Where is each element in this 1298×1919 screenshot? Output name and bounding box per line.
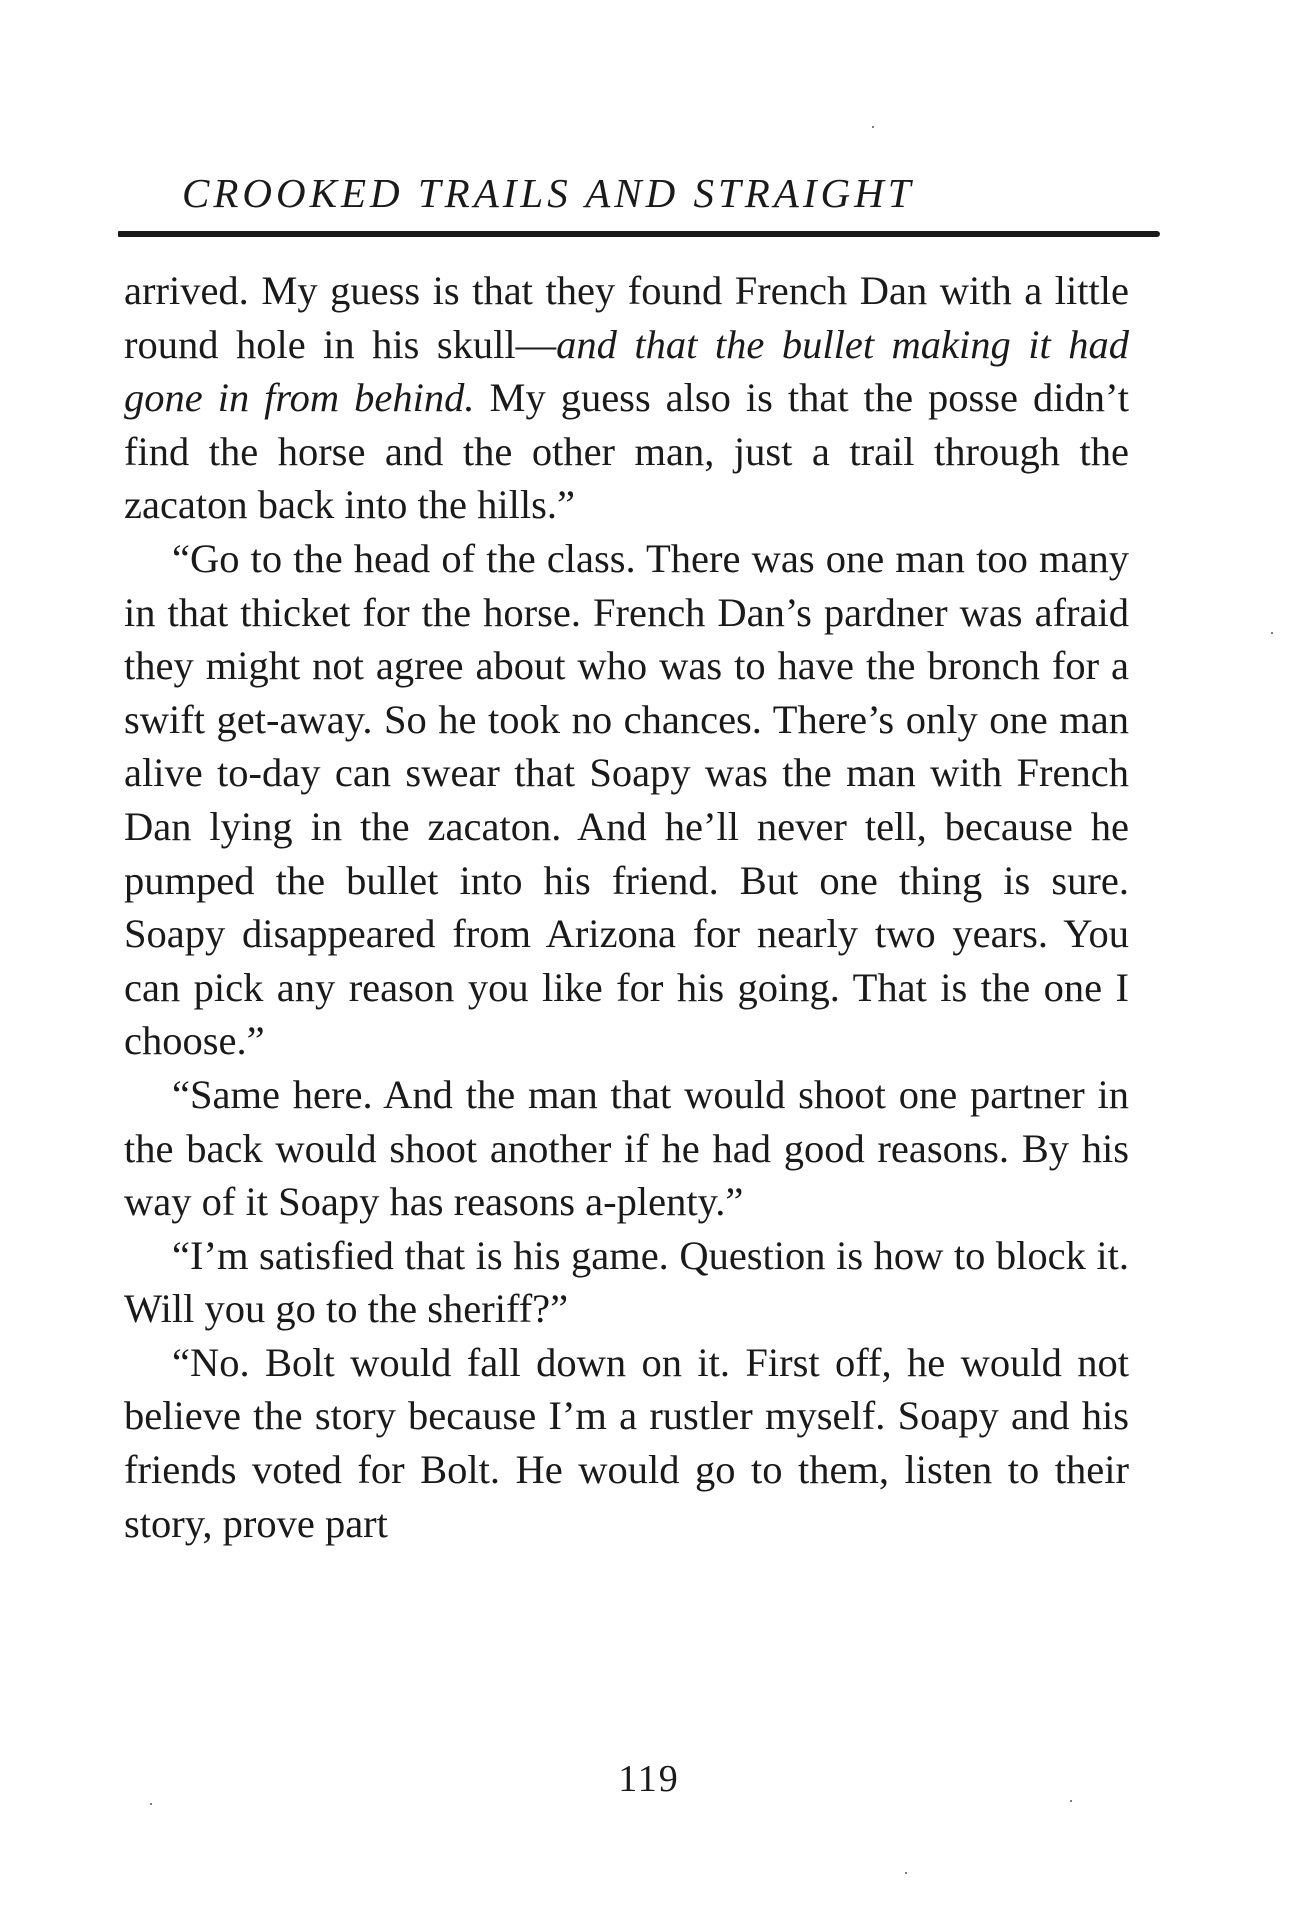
page-number: 119 <box>618 1758 680 1800</box>
paragraph-4: “I’m satisfied that is his game. Question is how to block it. Will you go to the sheriff?” <box>124 1232 1129 1332</box>
paragraph-1 <box>124 264 1129 532</box>
body-text <box>124 264 1129 1550</box>
paragraph-1-italic: and that the bullet making it had gone in from behind. <box>124 321 1129 421</box>
print-speck <box>1271 632 1273 634</box>
paragraph-1-text-end: My guess also is that the posse didn’t find the horse and the other man, just a trail through the zacaton back into the hills.” <box>124 375 1129 528</box>
print-speck <box>150 1803 152 1805</box>
print-speck <box>1070 1800 1072 1802</box>
running-head: CROOKED TRAILS AND STRAIGHT <box>182 170 915 216</box>
header-rule <box>118 231 1160 237</box>
print-speck <box>905 1872 907 1874</box>
print-speck <box>872 126 874 128</box>
paragraph-2: “Go to the head of the class. There was one man too many in that thicket for the horse. French Dan’s pardner was afraid they might not agree about who was to have the bronch for a swift get-away. So he took no chances. There’s only one man alive to-day can swear that Soapy was the man with French Dan lying in the zacaton. And he’ll never tell, because he pumped the bullet into his friend. But one thing is sure. Soapy disappeared from Arizona for nearly two years. You can pick any reason you like for his going. That is the one I choose.” <box>124 535 1129 1064</box>
paragraph-5: “No. Bolt would fall down on it. First off, he would not believe the story because I’m a rustler myself. Soapy and his friends voted for Bolt. He would go to them, listen to their story, prove part <box>124 1339 1129 1546</box>
paragraph-3: “Same here. And the man that would shoot one partner in the back would shoot another if he had good reasons. By his way of it Soapy has reasons a-plenty.” <box>124 1071 1129 1225</box>
paragraph-1-text: arrived. My guess is that they found French Dan with a little round hole in his skull— <box>124 268 1129 367</box>
